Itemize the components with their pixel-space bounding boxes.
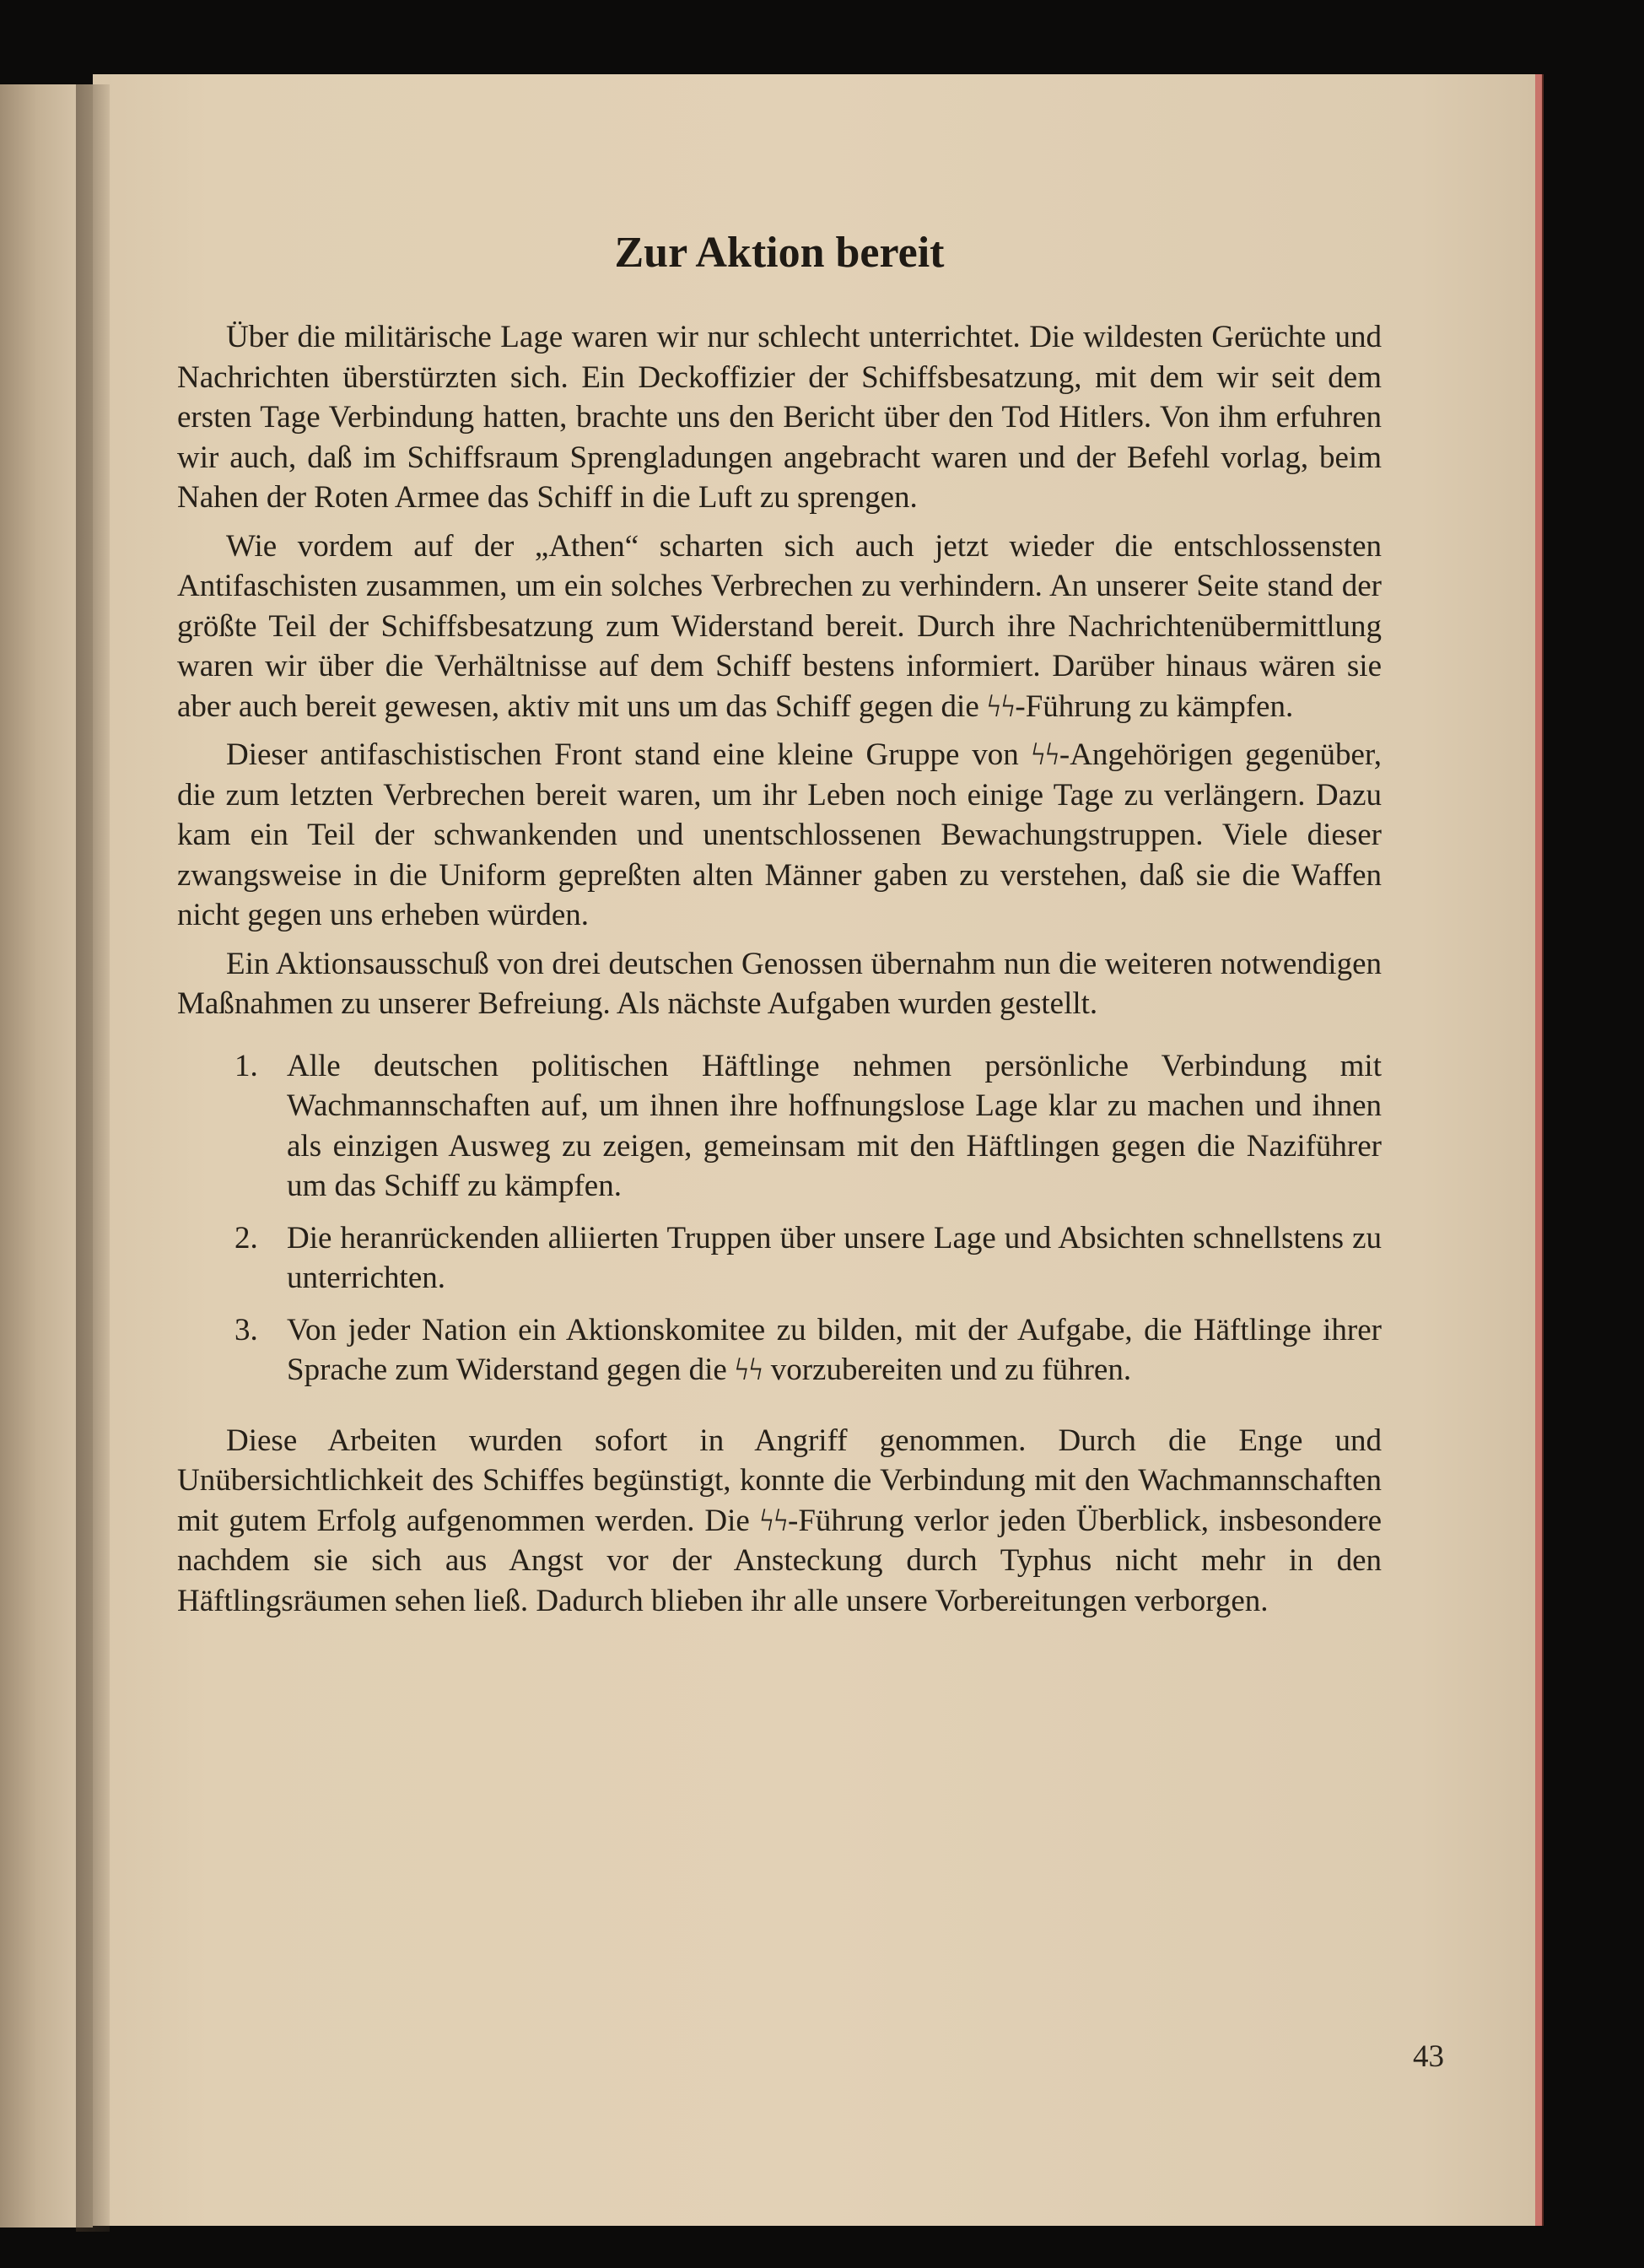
chapter-title: Zur Aktion bereit (614, 229, 945, 277)
page-content (177, 226, 1382, 1629)
paragraph: Wie vordem auf der „Athen“ scharten sich auch jetzt wieder die entschlossensten Antifaschisten zusammen, um ein solches Verbrechen zu verhindern. An unserer Seite stand der größte Teil der Schiffsbesatzung zum Widerstand bereit. Durch ihre Nachrichtenübermittlung waren wir über die Verhältnisse auf dem Schiff bestens informiert. Darüber hinaus wären sie aber auch bereit gewesen, aktiv mit uns um das Schiff gegen die ϟϟ-Führung zu kämpfen. (177, 528, 1382, 724)
paragraph: Über die militärische Lage waren wir nur schlecht unterrichtet. Die wildesten Gerüchte und Nachrichten überstürzten sich. Ein Deckoffizier der Schiffsbesatzung, mit dem wir seit dem ersten Tage Verbindung hatten, brachte uns den Bericht über den Tod Hitlers. Von ihm erfuhren wir auch, daß im Schiffsraum Sprengladungen angebracht waren und der Befehl vorlag, beim Nahen der Roten Armee das Schiff in die Luft zu sprengen. (177, 320, 1382, 515)
list-item (177, 1046, 1382, 1207)
page-number: 43 (1413, 2039, 1444, 2074)
task-list (177, 1046, 1382, 1390)
list-item-text: Von jeder Nation ein Aktionskomitee zu bilden, mit der Aufgabe, die Häftlinge ihrer Sprache zum Widerstand gegen die ϟϟ vorzubereiten und zu führen. (287, 1312, 1382, 1387)
list-item-number: 2. (234, 1220, 258, 1256)
list-item-number: 1. (234, 1048, 258, 1083)
list-item-text: Alle deutschen politischen Häftlinge nehmen persönliche Verbindung mit Wachmannschaften auf, um ihnen ihre hoffnungslose Lage klar zu machen und ihnen als einzigen Ausweg zu zeigen, gemeinsam mit den Häftlingen gegen die Naziführer um das Schiff zu kämpfen. (287, 1048, 1382, 1203)
list-item-text: Die heranrückenden alliierten Truppen über unsere Lage und Absichten schnellstens zu unterrichten. (287, 1220, 1382, 1295)
paragraph: Ein Aktionsausschuß von drei deutschen Genossen übernahm nun die weiteren notwendigen Maßnahmen zu unserer Befreiung. Als nächste Aufgaben wurden gestellt. (177, 946, 1382, 1021)
closing-paragraph: Diese Arbeiten wurden sofort in Angriff genommen. Durch die Enge und Unübersichtlichkeit des Schiffes begünstigt, konnte die Verbindung mit den Wachmannschaften mit gutem Erfolg aufgenommen werden. Die ϟϟ-Führung verlor jeden Überblick, insbesondere nachdem sie sich aus Angst vor der Ansteckung durch Typhus nicht mehr in den Häftlingsräumen sehen ließ. Dadurch blieben ihr alle unsere Vorbereitungen verborgen. (177, 1423, 1382, 1618)
book-gutter (76, 84, 110, 2232)
paragraph: Dieser antifaschistischen Front stand eine kleine Gruppe von ϟϟ-Angehörigen gegenüber, die zum letzten Verbrechen bereit waren, um ihr Leben noch einige Tage zu verlängern. Dazu kam ein Teil der schwankenden und unentschlossenen Bewachungstruppen. Viele dieser zwangsweise in die Uniform gepreßten alten Männer gaben zu verstehen, daß sie die Waffen nicht gegen uns erheben würden. (177, 737, 1382, 932)
list-item (177, 1218, 1382, 1299)
list-item (177, 1310, 1382, 1390)
list-item-number: 3. (234, 1312, 258, 1347)
book-page (93, 74, 1535, 2226)
